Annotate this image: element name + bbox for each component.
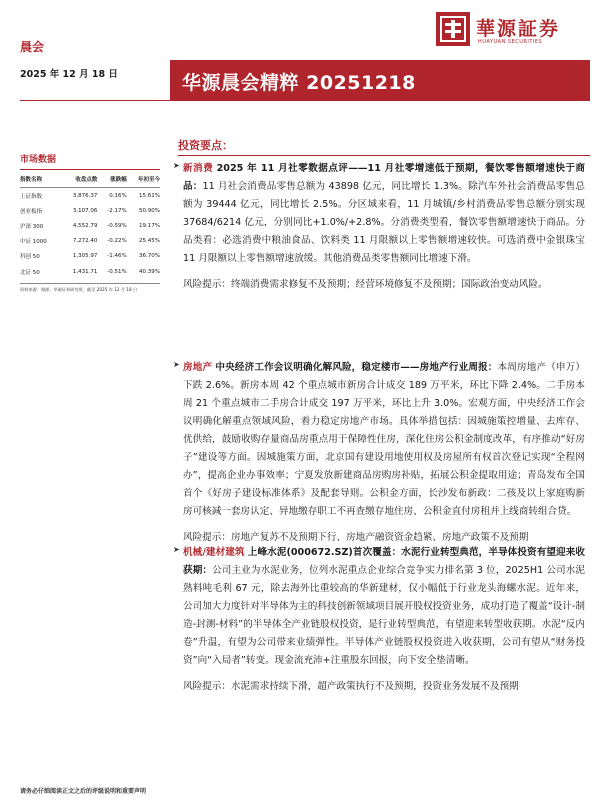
change-value: -0.22% xyxy=(107,238,127,245)
change-value: 0.16% xyxy=(109,192,127,199)
section-machinery-building-materials xyxy=(173,544,585,696)
section-paragraph xyxy=(183,359,585,521)
table-header-row xyxy=(20,172,160,188)
col-header: 涨跌幅 xyxy=(97,172,126,188)
section-body: 11 月社会消费品零售总额为 43898 亿元，同比增长 1.3%。除汽车外社会消费品零售总额为 39444 亿元，同比增长 2.5%。分区域来看，11 月城镇/乡村消费品零售总额分别实现 37684/6214 亿元，分别同比+1.0%/+2.8%。分消费类型看，餐饮零售额增速快于商品。分品类看：必选消费中粮油食品、饮料类 11 月限额以上零售额增速较快。可选消费中金银珠宝 11 月限额以上零售额增速放缓。其他消费品类零售额同比增速下滑。 xyxy=(183,181,585,264)
logo-mark-icon xyxy=(436,12,470,46)
table-row xyxy=(20,218,160,233)
logo-subtitle: HUAYUAN SECURITIES xyxy=(478,39,543,45)
change-value: -0.51% xyxy=(107,268,127,275)
table-row xyxy=(20,249,160,264)
section-new-consumption xyxy=(173,160,585,294)
table-row xyxy=(20,234,160,249)
bullet-arrow-icon: ➤ xyxy=(173,545,180,554)
col-header: 指数名称 xyxy=(20,172,60,188)
close-value: 1,431.71 xyxy=(72,268,98,275)
page-header xyxy=(0,0,600,60)
risk-warning: 风险提示：终端消费需求修复不及预期；经营环境修复不及预期；国际政治变动风险。 xyxy=(183,279,548,290)
index-name: 北证 50 xyxy=(20,269,40,276)
index-name: 科创 50 xyxy=(20,254,40,261)
market-data-panel xyxy=(20,152,160,293)
market-data-source-note: 资料来源：聚源，华源证券研究所，截至 2025 年 12 月 18 日 xyxy=(20,283,160,293)
table-row xyxy=(20,188,160,204)
index-name: 中证 1000 xyxy=(20,239,47,246)
section-tag: 新消费 xyxy=(183,163,214,174)
change-value: -1.46% xyxy=(107,253,127,260)
table-row xyxy=(20,203,160,218)
report-date: 2025 年 12 月 18 日 xyxy=(20,69,118,80)
key-points-divider xyxy=(178,155,590,156)
section-tag: 房地产 xyxy=(183,362,213,373)
logo-name: 華源証券 xyxy=(476,18,561,40)
close-value: 3,107.06 xyxy=(72,207,98,214)
market-data-table xyxy=(20,172,160,279)
section-body: 本周房地产（申万）下跌 2.6%。新房本周 42 个重点城市新房合计成交 189 万平米，环比下降 2.4%。二手房本周 21 个重点城市二手房合计成交 197 万平米，环比上升 3.0%。宏观方面，中央经济工作会议明确化解重点领域风险，着力稳定房地产市场。具体举措包括：因城施策控增量、去库存、优供给，鼓励收购存量商品房重点用于保障性住房，深化住房公积金制度改革，有序推动“好房子”建设等方面。因城施策方面，北京国有建设用地使用权及房屋所有权首次登记实现“全程网办”，提高企业办事效率；宁夏发放新建商品房购房补贴，拓展公积金提取用途；青岛发布全国首个《好房子建设标准体系》及配套导则。公积金方面，长沙发布新政：二孩及以上家庭购新房可核减一套房认定、异地缴存职工不再查缴存地住房、公积金直付房租并上线商转组合贷。 xyxy=(183,362,586,517)
index-name: 创业板指 xyxy=(20,208,43,215)
ytd-value: 40.39% xyxy=(139,268,160,275)
index-name: 上证指数 xyxy=(20,193,43,200)
bullet-arrow-icon: ➤ xyxy=(173,360,180,369)
risk-warning: 风险提示：房地产复苏不及预期下行、房地产融资资金趋紧、房地产政策不及预期 xyxy=(183,532,529,543)
footer-disclaimer: 请务必仔细阅读正文之后的评级说明和重要声明 xyxy=(20,788,147,795)
section-headline: 上峰水泥(000672.SZ)首次覆盖：水泥行业转型典范，半导体投资有望迎来收获期： xyxy=(183,547,585,576)
section-real-estate xyxy=(173,359,586,547)
section-headline: 中央经济工作会议明确化解风险，稳定楼市——房地产行业周报： xyxy=(215,362,498,373)
close-value: 7,272.40 xyxy=(72,238,98,245)
ytd-value: 50.90% xyxy=(139,207,160,214)
title-banner xyxy=(170,60,590,100)
change-value: -2.17% xyxy=(107,207,127,214)
section-paragraph xyxy=(183,544,585,670)
section-body: 公司主业为水泥业务，位列水泥重点企业综合竞争实力排名第 3 位，2025H1 公司水泥熟料吨毛利 67 元，除去海外比重较高的华新建材，仅小幅低于行业龙头海螺水泥。近年来，公司加大力度针对半导体为主的科技创新领域项目展开股权投资业务，成功打造了覆盖“设计-制造-封测-材料”的半导体全产业链股权投资，是行业转型典范，有望迎来转型收获期。水泥“反内卷”升温，有望为公司带来业绩弹性。半导体产业链股权投资进入收获期，公司有望从“财务投资”向“入局者”转变。现金流充沛+注重股东回报，向下安全垫清晰。 xyxy=(183,565,585,666)
change-value: -0.59% xyxy=(107,222,127,229)
close-value: 4,552.79 xyxy=(72,222,98,229)
market-data-title: 市场数据 xyxy=(20,152,160,170)
section-paragraph xyxy=(183,160,585,268)
close-value: 3,876.37 xyxy=(72,192,98,199)
section-label: 晨会 xyxy=(20,40,45,54)
close-value: 1,305.97 xyxy=(72,253,98,260)
title-divider xyxy=(20,100,590,101)
company-logo xyxy=(436,12,586,50)
risk-warning: 风险提示：水泥需求持续下滑，超产政策执行不及预期，投资业务发展不及预期 xyxy=(183,681,519,692)
table-row xyxy=(20,264,160,279)
section-headline: 2025 年 11 月社零数据点评——11 月社零增速低于预期，餐饮零售额增速快于商品： xyxy=(183,163,585,192)
ytd-value: 36.70% xyxy=(139,253,160,260)
col-header: 年初至今 xyxy=(127,172,160,188)
section-tag: 机械/建材建筑 xyxy=(183,547,245,558)
index-name: 沪深 300 xyxy=(20,223,44,230)
ytd-value: 25.45% xyxy=(139,238,160,245)
key-points-heading: 投资要点： xyxy=(178,139,233,152)
bullet-arrow-icon: ➤ xyxy=(173,161,180,170)
ytd-value: 19.17% xyxy=(139,222,160,229)
page-title: 华源晨会精粹 20251218 xyxy=(182,72,416,94)
col-header: 收盘点数 xyxy=(60,172,97,188)
ytd-value: 15.61% xyxy=(139,192,160,199)
